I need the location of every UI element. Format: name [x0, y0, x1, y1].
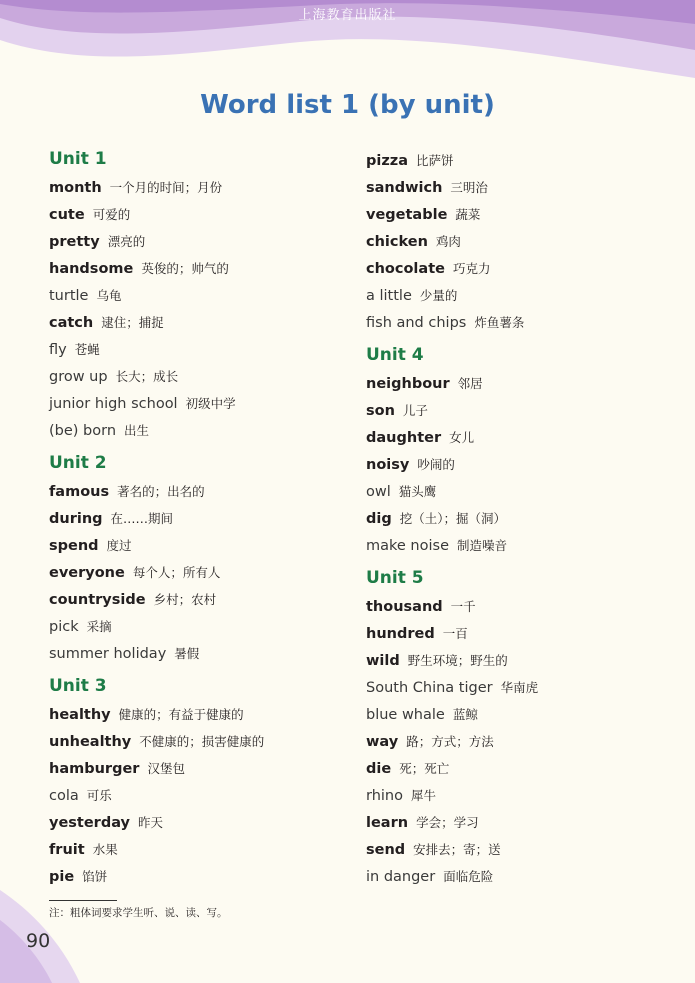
chinese-gloss: 馅饼: [82, 869, 108, 884]
unit-heading: Unit 1: [49, 149, 107, 169]
chinese-gloss: 邻居: [457, 376, 483, 391]
chinese-gloss: 汉堡包: [147, 761, 185, 776]
chinese-gloss: 不健康的；损害健康的: [139, 734, 265, 749]
word-entry: [49, 227, 349, 254]
english-word: son: [366, 403, 395, 419]
chinese-gloss: 长大；成长: [115, 369, 179, 384]
word-entry: [49, 700, 349, 727]
english-word: neighbour: [366, 376, 450, 392]
english-word: die: [366, 761, 392, 777]
word-entry: [366, 700, 666, 727]
chinese-gloss: 三明治: [450, 180, 488, 195]
word-entry: [366, 227, 666, 254]
chinese-gloss: 野生环境；野生的: [407, 653, 508, 668]
english-word: during: [49, 511, 103, 527]
word-entry: [49, 558, 349, 585]
word-entry: [366, 396, 666, 423]
english-word: vegetable: [366, 207, 448, 223]
chinese-gloss: 吵闹的: [417, 457, 455, 472]
chinese-gloss: 鸡肉: [435, 234, 461, 249]
word-entry: [49, 835, 349, 862]
word-entry: [366, 423, 666, 450]
word-entry: [49, 281, 349, 308]
word-entry: [366, 254, 666, 281]
word-entry: [366, 781, 666, 808]
word-entry: [366, 504, 666, 531]
english-word: countryside: [49, 592, 146, 608]
english-word: hundred: [366, 626, 435, 642]
chinese-gloss: 在……期间: [110, 511, 174, 526]
chinese-gloss: 初级中学: [185, 396, 236, 411]
chinese-gloss: 蓝鲸: [452, 707, 478, 722]
word-entry: [366, 531, 666, 558]
word-entry: [49, 727, 349, 754]
word-entry: [49, 477, 349, 504]
chinese-gloss: 乡村；农村: [153, 592, 217, 607]
chinese-gloss: 度过: [106, 538, 132, 553]
word-entry: [366, 592, 666, 619]
chinese-gloss: 暑假: [174, 646, 200, 661]
word-list-left-column: [49, 146, 349, 889]
chinese-gloss: 比萨饼: [416, 153, 454, 168]
word-entry: [49, 612, 349, 639]
chinese-gloss: 采摘: [86, 619, 112, 634]
word-entry: [49, 754, 349, 781]
word-entry: [49, 504, 349, 531]
english-word: blue whale: [366, 707, 445, 723]
english-word: a little: [366, 288, 412, 304]
chinese-gloss: 死；死亡: [399, 761, 450, 776]
english-word: spend: [49, 538, 99, 554]
english-word: grow up: [49, 369, 108, 385]
word-entry: [49, 173, 349, 200]
english-word: dig: [366, 511, 392, 527]
chinese-gloss: 少量的: [419, 288, 458, 303]
english-word: everyone: [49, 565, 125, 581]
page-title: Word list 1 (by unit): [200, 90, 495, 120]
publisher-name: 上海教育出版社: [298, 8, 397, 23]
english-word: fish and chips: [366, 315, 467, 331]
english-word: junior high school: [49, 396, 178, 412]
chinese-gloss: 炸鱼薯条: [474, 315, 525, 330]
chinese-gloss: 逮住；捕捉: [101, 315, 164, 330]
english-word: pretty: [49, 234, 100, 250]
chinese-gloss: 犀牛: [411, 788, 437, 803]
chinese-gloss: 儿子: [402, 403, 428, 418]
english-word: month: [49, 180, 102, 196]
word-entry: [49, 362, 349, 389]
chinese-gloss: 蔬菜: [455, 207, 481, 222]
word-entry: [49, 416, 349, 443]
english-word: make noise: [366, 538, 449, 554]
word-entry: [49, 781, 349, 808]
english-word: handsome: [49, 261, 134, 277]
unit-heading: Unit 2: [49, 453, 107, 473]
chinese-gloss: 每个人；所有人: [132, 565, 221, 580]
chinese-gloss: 苍蝇: [74, 342, 100, 357]
word-list-right-column: [366, 146, 666, 889]
english-word: pizza: [366, 153, 409, 169]
chinese-gloss: 漂亮的: [107, 234, 146, 249]
english-word: learn: [366, 815, 409, 831]
chinese-gloss: 安排去；寄；送: [413, 842, 501, 857]
english-word: in danger: [366, 869, 436, 885]
english-word: way: [366, 734, 399, 750]
chinese-gloss: 一个月的时间；月份: [109, 180, 223, 195]
chinese-gloss: 可爱的: [92, 207, 131, 222]
english-word: turtle: [49, 288, 89, 304]
english-word: pie: [49, 869, 75, 885]
english-word: sandwich: [366, 180, 443, 196]
word-entry: [366, 646, 666, 673]
word-entry: [366, 308, 666, 335]
word-entry: [49, 254, 349, 281]
english-word: (be) born: [49, 423, 117, 439]
word-entry: [366, 808, 666, 835]
english-word: thousand: [366, 599, 443, 615]
english-word: daughter: [366, 430, 442, 446]
english-word: healthy: [49, 707, 111, 723]
chinese-gloss: 华南虎: [500, 680, 539, 695]
word-entry: [366, 173, 666, 200]
word-entry: [49, 200, 349, 227]
word-entry: [49, 308, 349, 335]
english-word: owl: [366, 484, 391, 500]
word-entry: [49, 808, 349, 835]
english-word: yesterday: [49, 815, 131, 831]
english-word: cute: [49, 207, 85, 223]
chinese-gloss: 健康的；有益于健康的: [118, 707, 244, 722]
english-word: fly: [49, 342, 67, 358]
chinese-gloss: 出生: [124, 423, 150, 438]
word-entry: [366, 200, 666, 227]
word-entry: [366, 727, 666, 754]
english-word: hamburger: [49, 761, 140, 777]
chinese-gloss: 一千: [450, 599, 476, 614]
chinese-gloss: 巧克力: [452, 261, 491, 276]
word-entry: [366, 450, 666, 477]
chinese-gloss: 一百: [442, 626, 468, 641]
chinese-gloss: 路；方式；方法: [406, 734, 494, 749]
english-word: wild: [366, 653, 400, 669]
chinese-gloss: 英俊的；帅气的: [141, 261, 229, 276]
word-entry: [366, 754, 666, 781]
english-word: chicken: [366, 234, 428, 250]
english-word: summer holiday: [49, 646, 167, 662]
chinese-gloss: 著名的；出名的: [117, 484, 205, 499]
corner-swoosh-decoration: [0, 870, 120, 983]
footnote: 注：粗体词要求学生听、说、读、写。: [49, 907, 228, 919]
chinese-gloss: 制造噪音: [457, 538, 508, 553]
english-word: pick: [49, 619, 79, 635]
chinese-gloss: 昨天: [138, 815, 164, 830]
unit-heading: Unit 5: [366, 568, 424, 588]
word-entry: [366, 619, 666, 646]
chinese-gloss: 女儿: [449, 430, 475, 445]
word-entry: [366, 862, 666, 889]
word-entry: [49, 335, 349, 362]
unit-heading: Unit 4: [366, 345, 424, 365]
chinese-gloss: 乌龟: [96, 288, 122, 303]
english-word: send: [366, 842, 406, 858]
chinese-gloss: 挖（土）；掘（洞）: [399, 511, 506, 526]
english-word: fruit: [49, 842, 85, 858]
word-entry: [366, 146, 666, 173]
word-entry: [49, 639, 349, 666]
word-entry: [366, 369, 666, 396]
english-word: famous: [49, 484, 110, 500]
word-entry: [49, 531, 349, 558]
word-entry: [366, 477, 666, 504]
unit-heading: Unit 3: [49, 676, 107, 696]
english-word: cola: [49, 788, 79, 804]
word-entry: [49, 585, 349, 612]
english-word: South China tiger: [366, 680, 493, 696]
chinese-gloss: 面临危险: [443, 869, 494, 884]
english-word: chocolate: [366, 261, 445, 277]
english-word: unhealthy: [49, 734, 132, 750]
chinese-gloss: 猫头鹰: [398, 484, 437, 499]
word-entry: [366, 673, 666, 700]
word-entry: [49, 389, 349, 416]
chinese-gloss: 学会；学习: [416, 815, 479, 830]
chinese-gloss: 水果: [92, 842, 118, 857]
english-word: catch: [49, 315, 94, 331]
chinese-gloss: 可乐: [86, 788, 112, 803]
word-entry: [366, 281, 666, 308]
english-word: rhino: [366, 788, 403, 804]
page-number: 90: [26, 930, 51, 952]
english-word: noisy: [366, 457, 410, 473]
word-entry: [366, 835, 666, 862]
